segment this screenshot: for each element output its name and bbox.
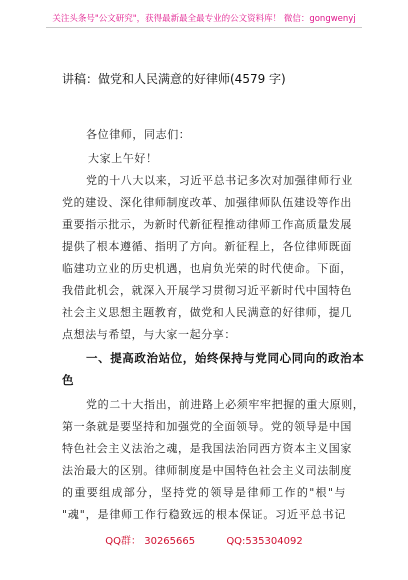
document-title: 讲稿：做党和人民满意的好律师(4579 字) <box>62 72 286 86</box>
paragraph-2-line: 特色社会主义法治之魂，是我国法治同西方资本主义国家 <box>62 442 352 455</box>
paragraph-2-line: 第一条就是要坚持和加强党的全面领导。党的领导是中国 <box>62 420 352 433</box>
banner-text: 关注头条号"公文研究"，获得最新最全最专业的公文资料库！ 微信：gongwenyj <box>46 12 361 28</box>
paragraph-2-line: "魂"，是律师工作行稳致远的根本保证。习近平总书记 <box>62 508 346 521</box>
paragraph-1-line: 党的建设、深化律师制度改革、加强律师队伍建设等作出 <box>62 196 352 209</box>
paragraph-2-line: 党的二十大指出，前进路上必须牢牢把握的重大原则， <box>86 398 365 411</box>
paragraph-1-line: 提供了根本遵循、指明了方向。新征程上，各位律师既面 <box>62 240 352 253</box>
salutation: 各位律师，同志们： <box>86 128 191 141</box>
paragraph-1-line: 社会主义思想主题教育，做党和人民满意的好律师，提几 <box>62 306 352 319</box>
qq-group: QQ群： 30265665 <box>105 536 196 547</box>
paragraph-1-line: 我借此机会，就深入开展学习贯彻习近平新时代中国特色 <box>62 284 352 297</box>
paragraph-1-line: 党的十八大以来，习近平总书记多次对加强律师行业 <box>86 174 353 187</box>
qq-number: QQ:535304092 <box>226 536 303 547</box>
paragraph-1-line: 点想法与希望，与大家一起分享： <box>62 328 236 341</box>
greeting: 大家上午好！ <box>88 152 158 165</box>
paragraph-1-line: 临建功立业的历史机遇，也肩负光荣的时代使命。下面， <box>62 262 352 275</box>
section-1-heading: 色 <box>62 373 75 387</box>
paragraph-2-line: 的重要组成部分，坚持党的领导是律师工作的"根"与 <box>62 486 346 499</box>
top-banner <box>0 6 408 28</box>
paragraph-2-line: 法治最大的区别。律师制度是中国特色社会主义司法制度 <box>62 464 352 477</box>
footer-contact <box>0 532 408 547</box>
section-1-heading: 一、提高政治站位，始终保持与党同心同向的政治本 <box>86 351 365 365</box>
paragraph-1-line: 重要指示批示，为新时代新征程推动律师工作高质量发展 <box>62 218 352 231</box>
